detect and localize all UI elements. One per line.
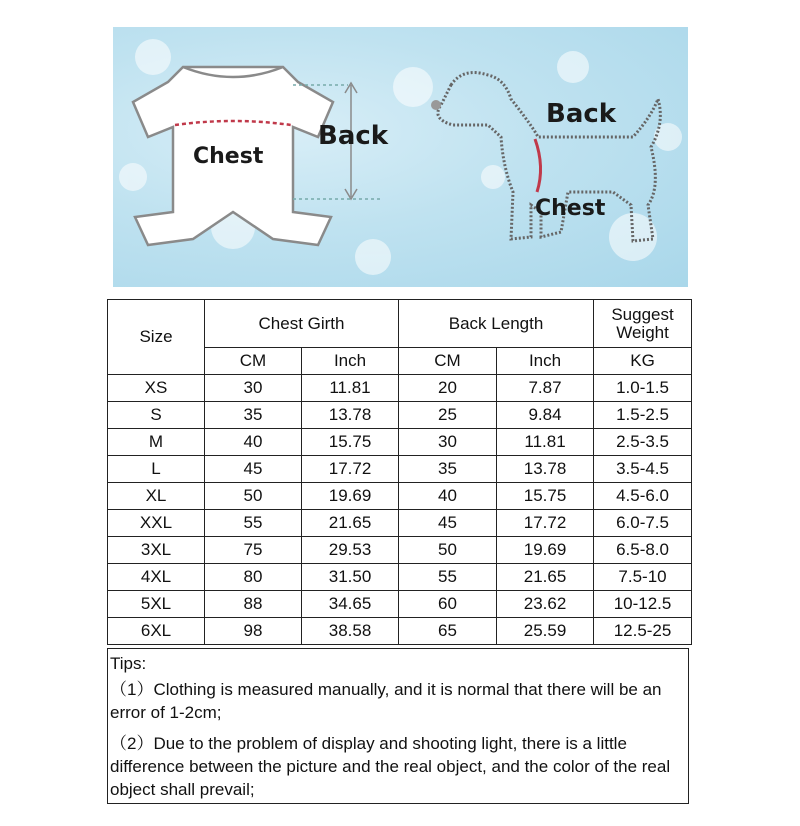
dog-back-label: Back	[546, 99, 617, 129]
cell-chest-cm: 55	[205, 510, 302, 537]
cell-chest-cm: 80	[205, 564, 302, 591]
cell-back-inch: 9.84	[497, 402, 594, 429]
cell-weight-kg: 6.5-8.0	[594, 537, 692, 564]
cell-size: XXL	[108, 510, 205, 537]
cell-chest-inch: 29.53	[302, 537, 399, 564]
cell-chest-inch: 34.65	[302, 591, 399, 618]
cell-weight-kg: 7.5-10	[594, 564, 692, 591]
cell-back-inch: 7.87	[497, 375, 594, 402]
cell-back-cm: 35	[399, 456, 497, 483]
table-row	[108, 456, 692, 483]
cell-weight-kg: 3.5-4.5	[594, 456, 692, 483]
cell-chest-inch: 38.58	[302, 618, 399, 645]
measurement-illustration	[113, 27, 688, 287]
cell-size: L	[108, 456, 205, 483]
tip-item-2: （2）Due to the problem of display and shooting light, there is a little difference between the picture and the real object, and the color of the real object shall prevail;	[110, 734, 671, 799]
cell-size: 3XL	[108, 537, 205, 564]
tips-title: Tips:	[110, 654, 147, 673]
cell-weight-kg: 12.5-25	[594, 618, 692, 645]
cell-back-cm: 25	[399, 402, 497, 429]
cell-back-inch: 13.78	[497, 456, 594, 483]
cell-chest-inch: 21.65	[302, 510, 399, 537]
cell-back-cm: 65	[399, 618, 497, 645]
header-suggest-weight-line2: Weight	[616, 322, 669, 342]
cell-back-inch: 25.59	[497, 618, 594, 645]
cell-chest-inch: 11.81	[302, 375, 399, 402]
cell-chest-inch: 15.75	[302, 429, 399, 456]
cell-chest-cm: 75	[205, 537, 302, 564]
table-body	[108, 375, 692, 645]
dog-chest-line	[535, 139, 541, 192]
cell-size: 4XL	[108, 564, 205, 591]
table-row	[108, 510, 692, 537]
cell-back-cm: 40	[399, 483, 497, 510]
cell-back-cm: 55	[399, 564, 497, 591]
cell-chest-inch: 13.78	[302, 402, 399, 429]
unit-chest-cm: CM	[205, 348, 302, 375]
table-row	[108, 429, 692, 456]
cell-chest-inch: 17.72	[302, 456, 399, 483]
unit-back-inch: Inch	[497, 348, 594, 375]
unit-back-cm: CM	[399, 348, 497, 375]
cell-back-cm: 45	[399, 510, 497, 537]
cell-chest-cm: 35	[205, 402, 302, 429]
header-size: Size	[108, 300, 205, 375]
cell-weight-kg: 6.0-7.5	[594, 510, 692, 537]
cell-size: XL	[108, 483, 205, 510]
table-row	[108, 591, 692, 618]
cell-chest-cm: 30	[205, 375, 302, 402]
table-row	[108, 402, 692, 429]
cell-chest-cm: 98	[205, 618, 302, 645]
cell-back-inch: 23.62	[497, 591, 594, 618]
table-row	[108, 375, 692, 402]
dog-nose-icon	[431, 100, 441, 110]
table-row	[108, 537, 692, 564]
table-row	[108, 483, 692, 510]
cell-back-inch: 11.81	[497, 429, 594, 456]
cell-size: S	[108, 402, 205, 429]
unit-weight-kg: KG	[594, 348, 692, 375]
cell-back-cm: 30	[399, 429, 497, 456]
cell-chest-cm: 50	[205, 483, 302, 510]
cell-back-inch: 17.72	[497, 510, 594, 537]
cell-size: 5XL	[108, 591, 205, 618]
cell-chest-cm: 40	[205, 429, 302, 456]
shirt-chest-label: Chest	[193, 144, 264, 169]
header-suggest-weight	[594, 300, 692, 348]
cell-weight-kg: 4.5-6.0	[594, 483, 692, 510]
header-back-length: Back Length	[399, 300, 594, 348]
cell-size: 6XL	[108, 618, 205, 645]
cell-back-cm: 20	[399, 375, 497, 402]
cell-back-cm: 60	[399, 591, 497, 618]
cell-back-cm: 50	[399, 537, 497, 564]
cell-back-inch: 21.65	[497, 564, 594, 591]
cell-weight-kg: 1.0-1.5	[594, 375, 692, 402]
cell-weight-kg: 10-12.5	[594, 591, 692, 618]
cell-back-inch: 15.75	[497, 483, 594, 510]
table-row	[108, 564, 692, 591]
table-row	[108, 618, 692, 645]
unit-chest-inch: Inch	[302, 348, 399, 375]
cell-chest-cm: 45	[205, 456, 302, 483]
illustration-canvas	[113, 27, 688, 287]
dog-chest-label: Chest	[535, 196, 606, 221]
shirt-diagram	[133, 67, 389, 245]
cell-chest-inch: 31.50	[302, 564, 399, 591]
size-chart-table	[107, 299, 692, 645]
header-suggest-weight-line1: Suggest	[611, 304, 674, 324]
cell-size: M	[108, 429, 205, 456]
cell-size: XS	[108, 375, 205, 402]
table-header-row	[108, 300, 692, 348]
cell-chest-inch: 19.69	[302, 483, 399, 510]
cell-weight-kg: 1.5-2.5	[594, 402, 692, 429]
tips-box	[107, 648, 689, 804]
cell-weight-kg: 2.5-3.5	[594, 429, 692, 456]
shirt-back-label: Back	[318, 121, 389, 151]
cell-back-inch: 19.69	[497, 537, 594, 564]
tip-item-1: （1）Clothing is measured manually, and it is normal that there will be an error of 1-2cm;	[110, 680, 662, 722]
header-chest-girth: Chest Girth	[205, 300, 399, 348]
cell-chest-cm: 88	[205, 591, 302, 618]
